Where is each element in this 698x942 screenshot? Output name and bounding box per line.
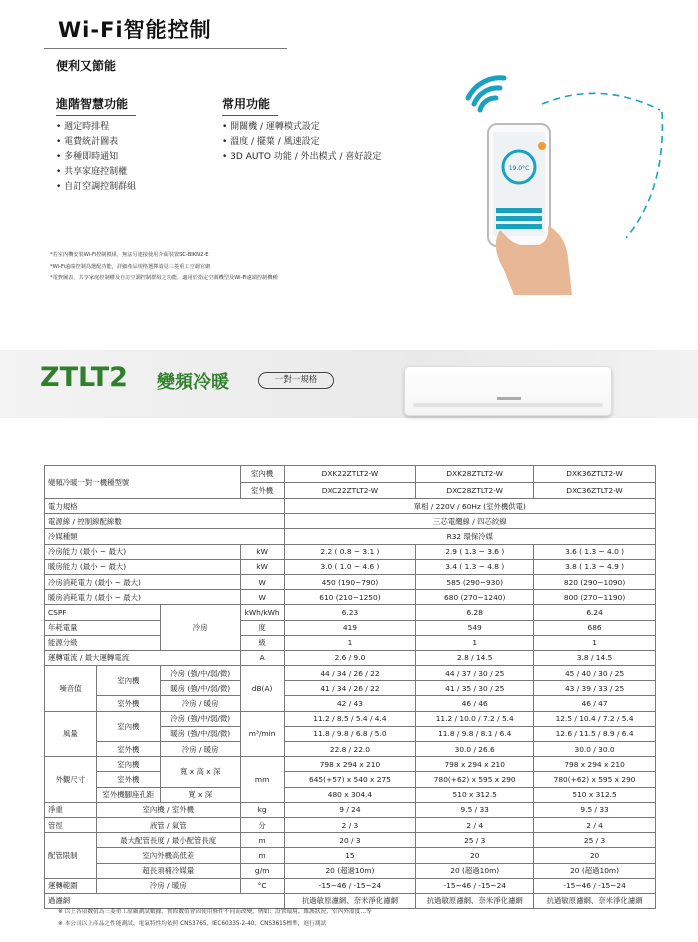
product-model: ZTLT2 [40,362,128,393]
list-item: • 電費統計圖表 [56,135,136,150]
note: *Wi-Fi遠端控制為選配功能，詳細產品規格選擇請見三菱重工空調官網 [50,263,211,270]
list-item: • 開關機 / 運轉模式設定 [222,120,381,135]
table-row: 年耗電量 度 419 549 686 [45,620,656,635]
table-row: 暖房消耗電力 (最小 ~ 最大) W 610 (210~1250) 680 (270~1240) 800 (270~1190) [45,590,656,605]
footnote: ※ 以上各項數值為三菱重工原廠測試數據，實際數值會因使用條件不同而改變，例如：設置環境、維護狀況、室內外溫度…等 [58,909,372,915]
table-row: 室內外機高低差 m 15 20 20 [45,848,656,863]
common-features-heading: 常用功能 [222,95,278,116]
note: *若室內機安裝Wi-Fi控制模組，無法另連接使用介面裝置SC-BIKN2-E [50,252,209,258]
table-row: 冷房消耗電力 (最小 ~ 最大) W 450 (190~790) 585 (290~930) 820 (290~1090) [45,574,656,589]
page-subtitle: 便利又節能 [56,59,117,73]
feature-notes [50,250,278,285]
ac-vent [413,403,603,407]
table-row: 冷媒種類 R32 環保冷媒 [45,529,656,544]
page-title: Wi-Fi智能控制 [58,18,212,42]
list-item: • 共享家庭控制權 [56,165,136,180]
table-row: 運轉範圍 冷房 / 暖房 °C -15~46 / -15~24 -15~46 / -15~24 -15~46 / -15~24 [45,878,656,893]
list-item: • 自訂空調控制群組 [56,180,136,195]
brand-logo-icon [497,397,521,400]
table-row: 暖房 (強/中/弱/微) 41 / 34 / 26 / 22 41 / 35 / 30 / 25 43 / 39 / 33 / 25 [45,681,656,696]
table-row: 室外機 冷房 / 暖房 22.8 / 22.0 30.0 / 26.6 30.0 / 30.0 [45,742,656,757]
table-row: 運轉電流 / 最大運轉電流 A 2.6 / 9.0 2.8 / 14.5 3.8 / 14.5 [45,650,656,665]
spec-badge: 一對一規格 [258,372,334,389]
footnote: ※ 本公司以上產品之性能測試、電氣特性均依照 CNS3765、IEC60335-2-40、CNS3615標準，進行測試 [58,921,327,927]
list-item: • 3D AUTO 功能 / 外出模式 / 喜好設定 [222,150,381,165]
table-row: 配管限制 最大配管長度 / 最小配管長度 m 20 / 3 25 / 3 25 / 3 [45,833,656,848]
table-row: 噪音值 室內機 冷房 (強/中/弱/微) dB(A) 44 / 34 / 26 / 22 44 / 37 / 30 / 25 45 / 40 / 30 / 25 [45,666,656,681]
table-row: 暖房 (強/中/弱/微) 11.8 / 9.8 / 6.8 / 5.0 11.8 / 9.8 / 8.1 / 6.4 12.6 / 11.5 / 8.9 / 6.4 [45,726,656,741]
table-row: 超長須補冷媒量 g/m 20 (超過10m) 20 (超過10m) 20 (超過10m) [45,863,656,878]
table-row: 室外機腳座孔距 寬 x 深 480 x 304.4 510 x 312.5 510 x 312.5 [45,787,656,802]
table-row: 能源分級 級 1 1 1 [45,635,656,650]
note: *電費圖表、共享家庭控制權及自訂空調控制群組之功能，適用於指定空調機型及Wi-Fi遠端控制機種 [50,275,278,281]
table-row: 風量 室內機 冷房 (強/中/弱/微) m³/min 11.2 / 8.5 / 5.4 / 4.4 11.2 / 10.0 / 7.2 / 5.4 12.5 / 10.4 / 7.2 / 5.4 [45,711,656,726]
spec-table [44,465,656,909]
table-row: 電源線 / 控制線配線數 三芯電纜線 / 四芯絞線 [45,514,656,529]
table-row: CSPF 冷房 kWh/kWh 6.23 6.28 6.24 [45,605,656,620]
title-divider [44,48,287,49]
advanced-features-heading: 進階智慧功能 [56,95,136,116]
air-conditioner-image [404,366,612,416]
common-features-list [222,120,381,165]
wifi-phone-icon [430,70,670,295]
table-row: 暖房能力 (最小 ~ 最大) kW 3.0 ( 1.0 ~ 4.6 ) 3.4 ( 1.3 ~ 4.8 ) 3.8 ( 1.3 ~ 4.9 ) [45,559,656,574]
svg-text:19.0°C: 19.0°C [508,165,530,172]
list-item: • 溫度 / 擺葉 / 風速設定 [222,135,381,150]
table-row: 室外機 冷房 / 暖房 42 / 43 46 / 46 46 / 47 [45,696,656,711]
product-name: 變頻冷暖 [157,372,229,393]
table-row: 管徑 液管 / 氣管 分 2 / 3 2 / 4 2 / 4 [45,817,656,832]
table-row: 冷房能力 (最小 ~ 最大) kW 2.2 ( 0.8 ~ 3.1 ) 2.9 ( 1.3 ~ 3.6 ) 3.6 ( 1.3 ~ 4.0 ) [45,544,656,559]
table-row: 室外機 DXC22ZTLT2-W DXC28ZTLT2-W DXC36ZTLT2-W [45,482,656,499]
table-row: 淨重 室內機 / 室外機 kg 9 / 24 9.5 / 33 9.5 / 33 [45,802,656,817]
table-row: 外觀尺寸 室內機 寬 x 高 x 深 mm 798 x 294 x 210 798 x 294 x 210 798 x 294 x 210 [45,757,656,772]
list-item: • 多種即時通知 [56,150,136,165]
advanced-features-list [56,120,136,195]
table-row: 電力規格 單相 / 220V / 60Hz (室外機供電) [45,499,656,514]
table-row: 變頻冷暖一對一機種型號 室內機 DXK22ZTLT2-W DXK28ZTLT2-W DXK36ZTLT2-W [45,466,656,483]
list-item: • 週定時排程 [56,120,136,135]
phone-illustration [430,70,670,295]
table-row: 室外機 645(+57) x 540 x 275 780(+62) x 595 x 290 780(+62) x 595 x 290 [45,772,656,787]
table-row: 過濾網 抗過敏原濾網、奈米淨化濾網 抗過敏原濾網、奈米淨化濾網 抗過敏原濾網、奈米淨化濾網 [45,893,656,908]
